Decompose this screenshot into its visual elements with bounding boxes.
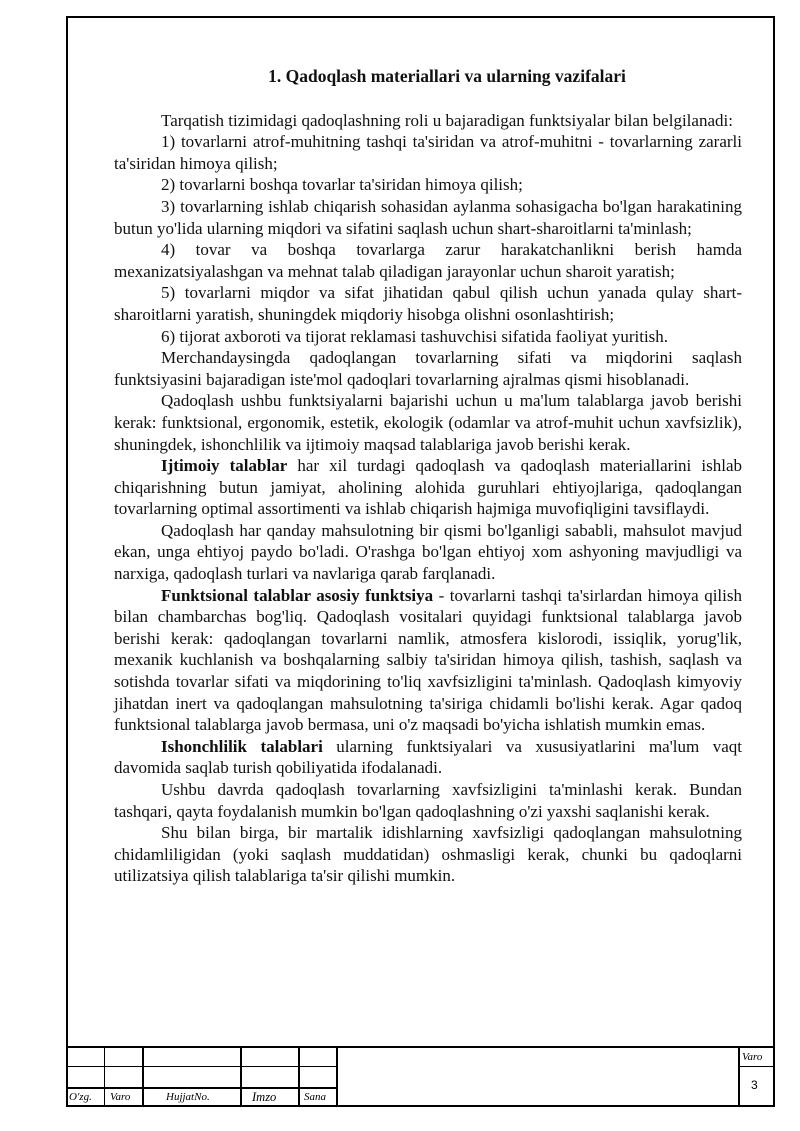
paragraph-text: 4) tovar va boshqa tovarlarga zarur harakatchanlikni berish hamda mexanizatsiyalashgan va mehnat talab qiladigan jarayonlar uchun sharoit yaratish; [114, 240, 742, 281]
section-title: 1. Qadoqlash materiallari va ularning vazifalari [268, 66, 626, 86]
stamp-label-change: O'zg. [69, 1091, 92, 1103]
paragraph-bold-lead: Funktsional talablar asosiy funktsiya [161, 585, 434, 605]
paragraph-text: Qadoqlash har qanday mahsulotning bir qismi bo'lganligi sababli, mahsulot mavjud ekan, unga ehtiyoj paydo bo'ladi. O'rashga bo'lgan ehtiyoj xom ashyoning mavjudligi va narxiga, qadoqlash turlari va navlariga qarab farqlanadi. [114, 520, 742, 584]
paragraph [114, 282, 742, 325]
paragraph [114, 779, 742, 822]
paragraph [114, 110, 742, 132]
stamp-label-document: HujjatNo. [166, 1091, 210, 1103]
stamp-sheet-label: Varo [742, 1051, 763, 1063]
paragraph-text: har xil turdagi qadoqlash va qadoqlash materiallarini ishlab chiqarishning butun jamiyat, aholining alohida guruhlari ehtiyojlariga, qadoqlangan tovarlarning optimal assortimenti va ishlab chiqarish hajmiga muvofiqligini tavsiflaydi. [114, 456, 742, 519]
paragraph-text: 6) tijorat axboroti va tijorat reklamasi tashuvchisi sifatida faoliyat yuritish. [161, 326, 669, 346]
paragraph-text: Shu bilan birga, bir martalik idishlarning xavfsizligi qadoqlangan mahsulotning chidamliligidan (yoki saqlash muddatidan) oshmasligi kerak, chunki bu qadoqlarni utilizatsiya qilish talablariga ta'sir qilishi mumkin. [114, 823, 742, 886]
paragraph [114, 736, 742, 779]
paragraph [114, 520, 742, 585]
paragraph-bold-lead: Ishonchlilik talablari [161, 736, 323, 756]
stamp-label-signature: Imzo [252, 1090, 277, 1104]
stamp-label-date: Sana [304, 1091, 326, 1103]
paragraph-text: 1) tovarlarni atrof-muhitning tashqi ta'siridan va atrof-muhitni - tovarlarning zararli ta'siridan himoya qilish; [114, 132, 742, 173]
paragraph-text: 5) tovarlarni miqdor va sifat jihatidan qabul qilish uchun yanada qulay shart-sharoitlarni yaratish, shuningdek miqdoriy hisobga olishni osonlashtirish; [114, 283, 742, 324]
document-body [114, 66, 742, 887]
paragraph-text: Tarqatish tizimidagi qadoqlashning roli u bajaradigan funktsiyalar bilan belgilanadi: [161, 110, 733, 130]
paragraph [114, 347, 742, 390]
paragraph [114, 455, 742, 520]
title-block [66, 1046, 775, 1107]
paragraph-text: ularning funktsiyalari va xususiyatlarini ma'lum vaqt davomida saqlab turish qobiliyatida ifodalanadi. [114, 736, 742, 778]
paragraph-text: Merchandaysingda qadoqlangan tovarlarning sifati va miqdorini saqlash funktsiyasini bajaradigan iste'mol qadoqlari tovarlarning ajralmas qismi hisoblanadi. [114, 348, 742, 389]
paragraph-bold-lead: Ijtimoiy talablar [161, 456, 288, 476]
paragraph-text: Ushbu davrda qadoqlash tovarlarning xavfsizligini ta'minlashi kerak. Bundan tashqari, qayta foydalanish mumkin bo'lgan qadoqlashning o'zi yaxshi saqlanishi kerak. [114, 780, 742, 821]
paragraph-text: Qadoqlash ushbu funktsiyalarni bajarishi uchun u ma'lum talablarga javob berishi kerak: funktsional, ergonomik, estetik, ekologik (odamlar va atrof-muhit uchun xavfsizlik), shuningdek, ishonchlilik va ijtimoiy maqsad talablariga javob berishi kerak. [114, 391, 742, 454]
paragraph-text: - tovarlarni tashqi ta'sirlardan himoya qilish bilan chambarchas bog'liq. Qadoqlash vositalari quyidagi funktsional talablarga javob berishi kerak: qadoqlangan tovarlarni namlik, atmosfera kislorodi, issiqlik, yorug'lik, mexanik kuchlanish va boshqalarning salbiy ta'siridan himoya qilish, tashish, saqlash va sotishda tovarlar sifati va miqdorining to'liq xavfsizligini ta'minlash. Qadoqlash kimyoviy jihatdan inert va qadoqlangan mahsulotning ta'siriga chidamli bo'lishi kerak. Agar qadoq funktsional talablarga javob bermasa, uni o'z maqsadi bo'yicha ishlatish mumkin emas. [114, 585, 742, 735]
page-number: 3 [751, 1078, 758, 1092]
paragraph [114, 131, 742, 174]
paragraph-list [114, 110, 742, 887]
paragraph-text: 3) tovarlarning ishlab chiqarish sohasidan aylanma sohasigacha bo'lgan harakatining butun yo'lida ularning miqdori va sifatini saqlash uchun shart-sharoitlarni ta'minlash; [114, 196, 742, 238]
paragraph [114, 196, 742, 239]
paragraph [114, 174, 742, 196]
paragraph [114, 390, 742, 455]
paragraph-text: 2) tovarlarni boshqa tovarlar ta'siridan himoya qilish; [161, 175, 523, 195]
paragraph [114, 822, 742, 887]
paragraph [114, 585, 742, 736]
paragraph [114, 239, 742, 282]
paragraph [114, 326, 742, 348]
stamp-label-sheet: Varo [110, 1091, 131, 1103]
